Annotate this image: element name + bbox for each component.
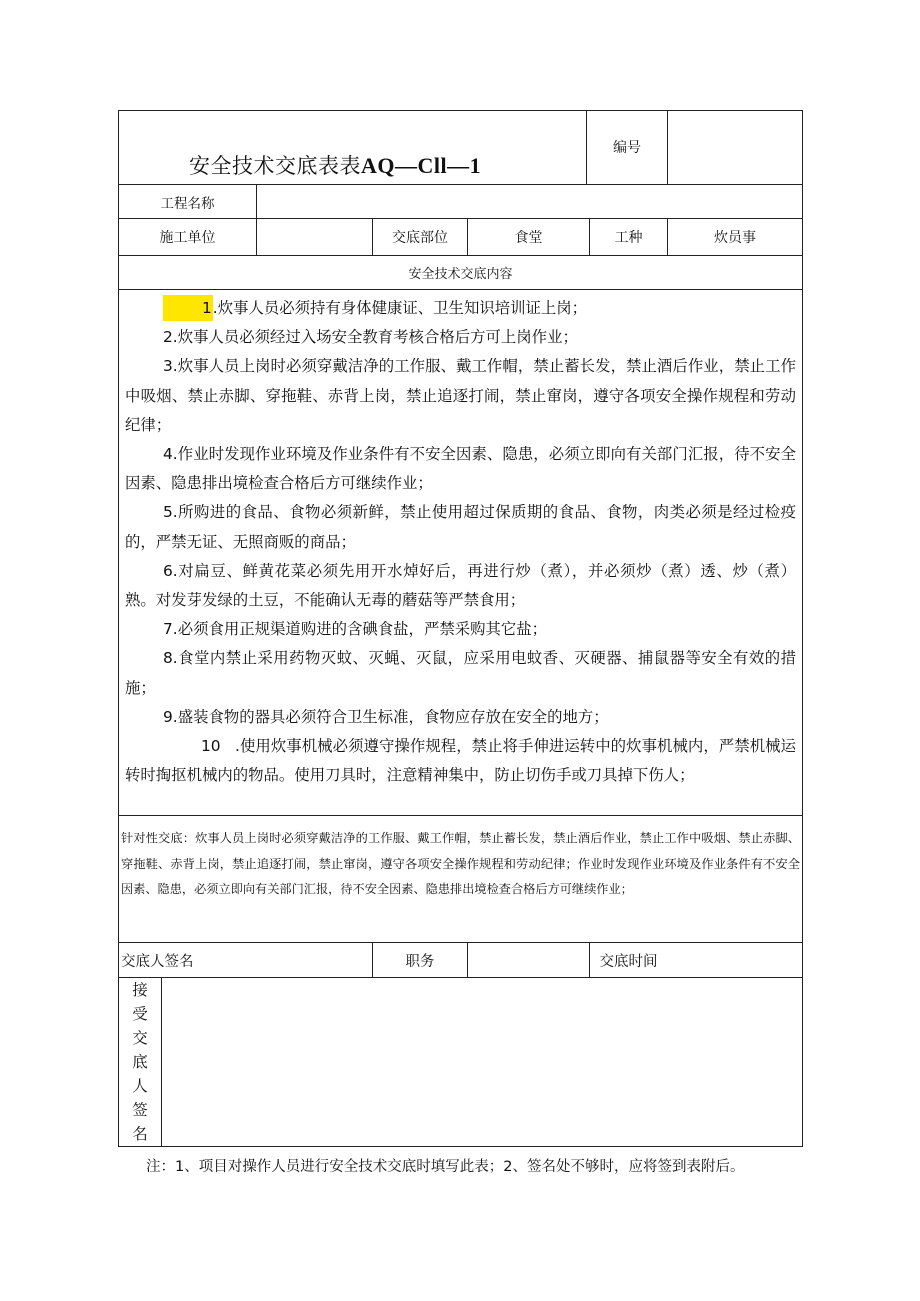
position-label: 职务 [372, 943, 467, 977]
receiver-row [118, 977, 803, 1147]
item-text: .所购进的食品、食物必须新鲜，禁止使用超过保质期的食品、食物，肉类必须是经过检疫的，严禁无证、无照商贩的商品； [125, 503, 796, 551]
item-text: .使用炊事机械必须遵守操作规程，禁止将手伸进运转中的炊事机械内，严禁机械运转时掏抠机械内的物品。使用刀具时，注意精神集中，防止切伤手或刀具掉下伤人； [125, 737, 796, 785]
receiver-label-char: 人 [132, 1077, 148, 1095]
receiver-signature-area[interactable] [161, 978, 802, 1146]
number-label: 编号 [586, 111, 667, 184]
number-value[interactable] [667, 111, 802, 184]
unit-label: 施工单位 [159, 230, 216, 246]
list-item [125, 615, 796, 644]
item-number: 9 [163, 707, 173, 726]
item-text: .盛装食物的器具必须符合卫生标准，食物应存放在安全的地方； [172, 707, 609, 726]
content-row [118, 289, 803, 815]
receiver-label-char: 交 [132, 1029, 148, 1047]
item-number: 8 [163, 649, 173, 668]
item-text: .作业时发现作业环境及作业条件有不安全因素、隐患，必须立即向有关部门汇报，待不安全因素、隐患排出境检查合格后方可继续作业； [125, 445, 796, 493]
list-item [125, 732, 796, 790]
item-number: 4 [163, 445, 173, 464]
list-item [125, 498, 796, 556]
item-number-highlight: 1 [163, 295, 213, 321]
signature-row [118, 942, 803, 977]
item-text: .炊事人员上岗时必须穿戴洁净的工作服、戴工作帽，禁止蓄长发，禁止酒后作业，禁止工作中吸烟、禁止赤脚、穿拖鞋、赤背上岗，禁止追逐打闹，禁止窜岗，遵守各项安全操作规程和劳动纪律； [125, 357, 796, 434]
part-value: 食堂 [467, 219, 589, 255]
item-number: 7 [163, 620, 173, 639]
item-number: 2 [163, 328, 173, 347]
project-name-label: 工程名称 [160, 195, 215, 212]
list-item [125, 703, 796, 732]
item-text: .炊事人员必须经过入场安全教育考核合格后方可上岗作业； [172, 328, 578, 347]
form-title [189, 150, 481, 180]
receiver-label-char: 接 [132, 981, 148, 999]
list-item [125, 557, 796, 615]
position-value[interactable] [467, 943, 589, 977]
specific-briefing-row [118, 815, 803, 942]
item-text: .炊事人员必须持有身体健康证、卫生知识培训证上岗； [212, 299, 588, 317]
receiver-label-char: 底 [132, 1053, 148, 1071]
giver-label: 交底人签名 [121, 953, 194, 970]
content-section-row [118, 255, 803, 289]
part-label: 交底部位 [372, 219, 467, 255]
unit-row [118, 218, 803, 255]
unit-value[interactable] [256, 219, 372, 255]
receiver-label-char: 名 [132, 1125, 148, 1143]
item-number: 10 [201, 737, 221, 756]
list-item [125, 294, 796, 323]
project-name-row [118, 184, 803, 218]
project-name-value[interactable] [256, 185, 802, 218]
receiver-label-char: 受 [132, 1005, 148, 1023]
content-section-title: 安全技术交底内容 [408, 267, 513, 282]
specific-briefing-text: 针对性交底：炊事人员上岗时必须穿戴洁净的工作服、戴工作帽，禁止蓄长发，禁止酒后作业，禁止工作中吸烟、禁止赤脚、穿拖鞋、赤背上岗，禁止追逐打闹，禁止窜岗，遵守各项安全操作规程和劳动纪律；作业时发现作业环境及作业条件有不安全因素、隐患，必须立即向有关部门汇报，待不安全因素、隐患排出境检查合格后方可继续作业； [121, 831, 800, 896]
item-number: 5 [163, 503, 173, 522]
time-value[interactable] [667, 943, 802, 977]
item-text: .食堂内禁止采用药物灭蚊、灭蝇、灭鼠，应采用电蚊香、灭硬器、捕鼠器等安全有效的措施； [125, 649, 796, 697]
time-label: 交底时间 [589, 943, 667, 977]
list-item [125, 440, 796, 498]
form-code: AQ—Cll—1 [361, 153, 482, 178]
footnote: 注：1、项目对操作人员进行安全技术交底时填写此表；2、签名处不够时，应将签到表附后。 [146, 1159, 745, 1175]
receiver-label-char: 签 [132, 1101, 148, 1119]
item-text: .必须食用正规渠道购进的含碘食盐，严禁采购其它盐； [172, 620, 548, 639]
form-title-text: 安全技术交底表表 [189, 154, 361, 178]
item-text: .对扁豆、鲜黄花菜必须先用开水焯好后，再进行炒（煮），并必须炒（煮）透、炒（煮）熟。对发芽发绿的土豆，不能确认无毒的蘑菇等严禁食用； [125, 561, 796, 610]
list-item [125, 352, 796, 440]
title-row [118, 110, 803, 184]
safety-briefing-form [118, 110, 803, 1147]
receiver-label [119, 978, 161, 1146]
list-item [125, 323, 796, 352]
list-item [125, 644, 796, 702]
trade-label: 工种 [589, 219, 667, 255]
content-list [119, 294, 802, 790]
item-number: 3 [163, 357, 173, 376]
trade-value: 炊员事 [667, 219, 802, 255]
item-number: 6 [163, 561, 173, 580]
